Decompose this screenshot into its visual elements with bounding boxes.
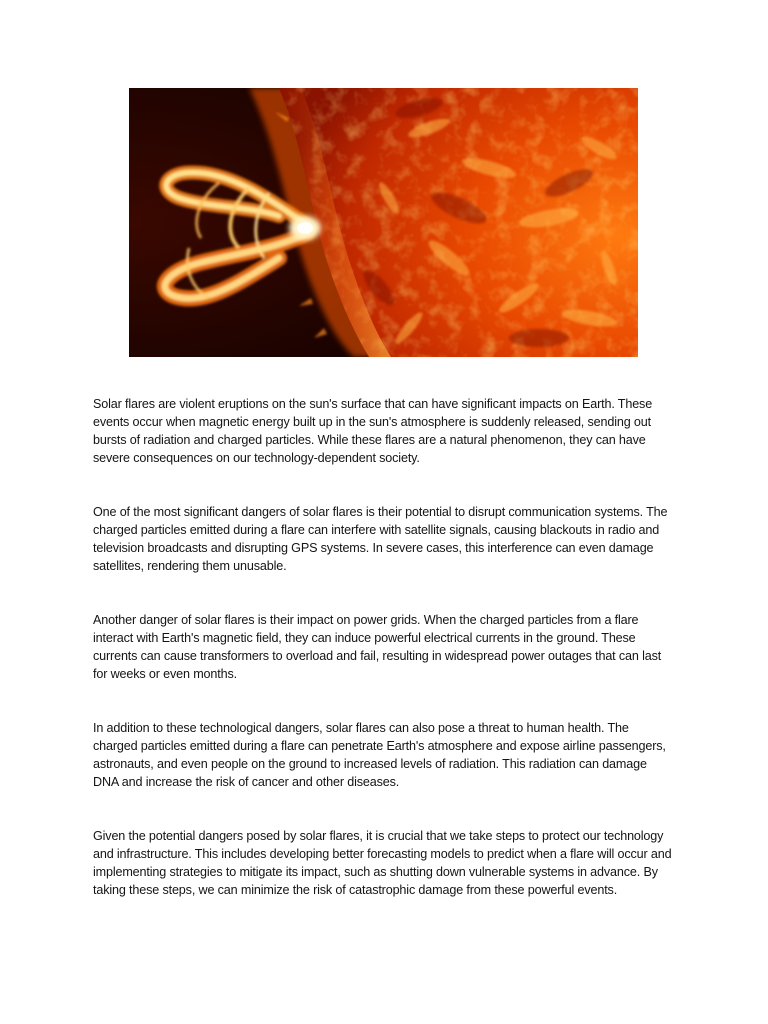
paragraph-power-grids: Another danger of solar flares is their impact on power grids. When the charged particles from a flare interact with Earth's magnetic field, they can induce powerful electrical currents in the ground. These currents can cause transformers to overload and fail, resulting in widespread power outages that can last for weeks or even months. (93, 613, 662, 681)
paragraph-intro: Solar flares are violent eruptions on the sun's surface that can have significant impacts on Earth. These events occur when magnetic energy built up in the sun's atmosphere is suddenly released, sending out bursts of radiation and charged particles. While these flares are a natural phenomenon, they can have severe consequences on our technology-dependent society. (93, 397, 653, 465)
paragraph-human-health: In addition to these technological dangers, solar flares can also pose a threat to human health. The charged particles emitted during a flare can penetrate Earth's atmosphere and expose airline passengers, astronauts, and even people on the ground to increased levels of radiation. This radiation can damage DNA and increase the risk of cancer and other diseases. (93, 721, 666, 789)
paragraph-conclusion: Given the potential dangers posed by solar flares, it is crucial that we take steps to protect our technology and infrastructure. This includes developing better forecasting models to predict when a flare will occur and implementing strategies to mitigate its impact, such as shutting down vulnerable systems in advance. By taking these steps, we can minimize the risk of catastrophic damage from these powerful events. (93, 829, 672, 897)
paragraph-communication: One of the most significant dangers of solar flares is their potential to disrupt communication systems. The charged particles emitted during a flare can interfere with satellite signals, causing blackouts in radio and television broadcasts and disrupting GPS systems. In severe cases, this interference can even damage satellites, rendering them unusable. (93, 505, 668, 573)
solar-flare-image (129, 88, 638, 357)
article-body (93, 395, 673, 935)
solar-flare-illustration (129, 88, 638, 357)
